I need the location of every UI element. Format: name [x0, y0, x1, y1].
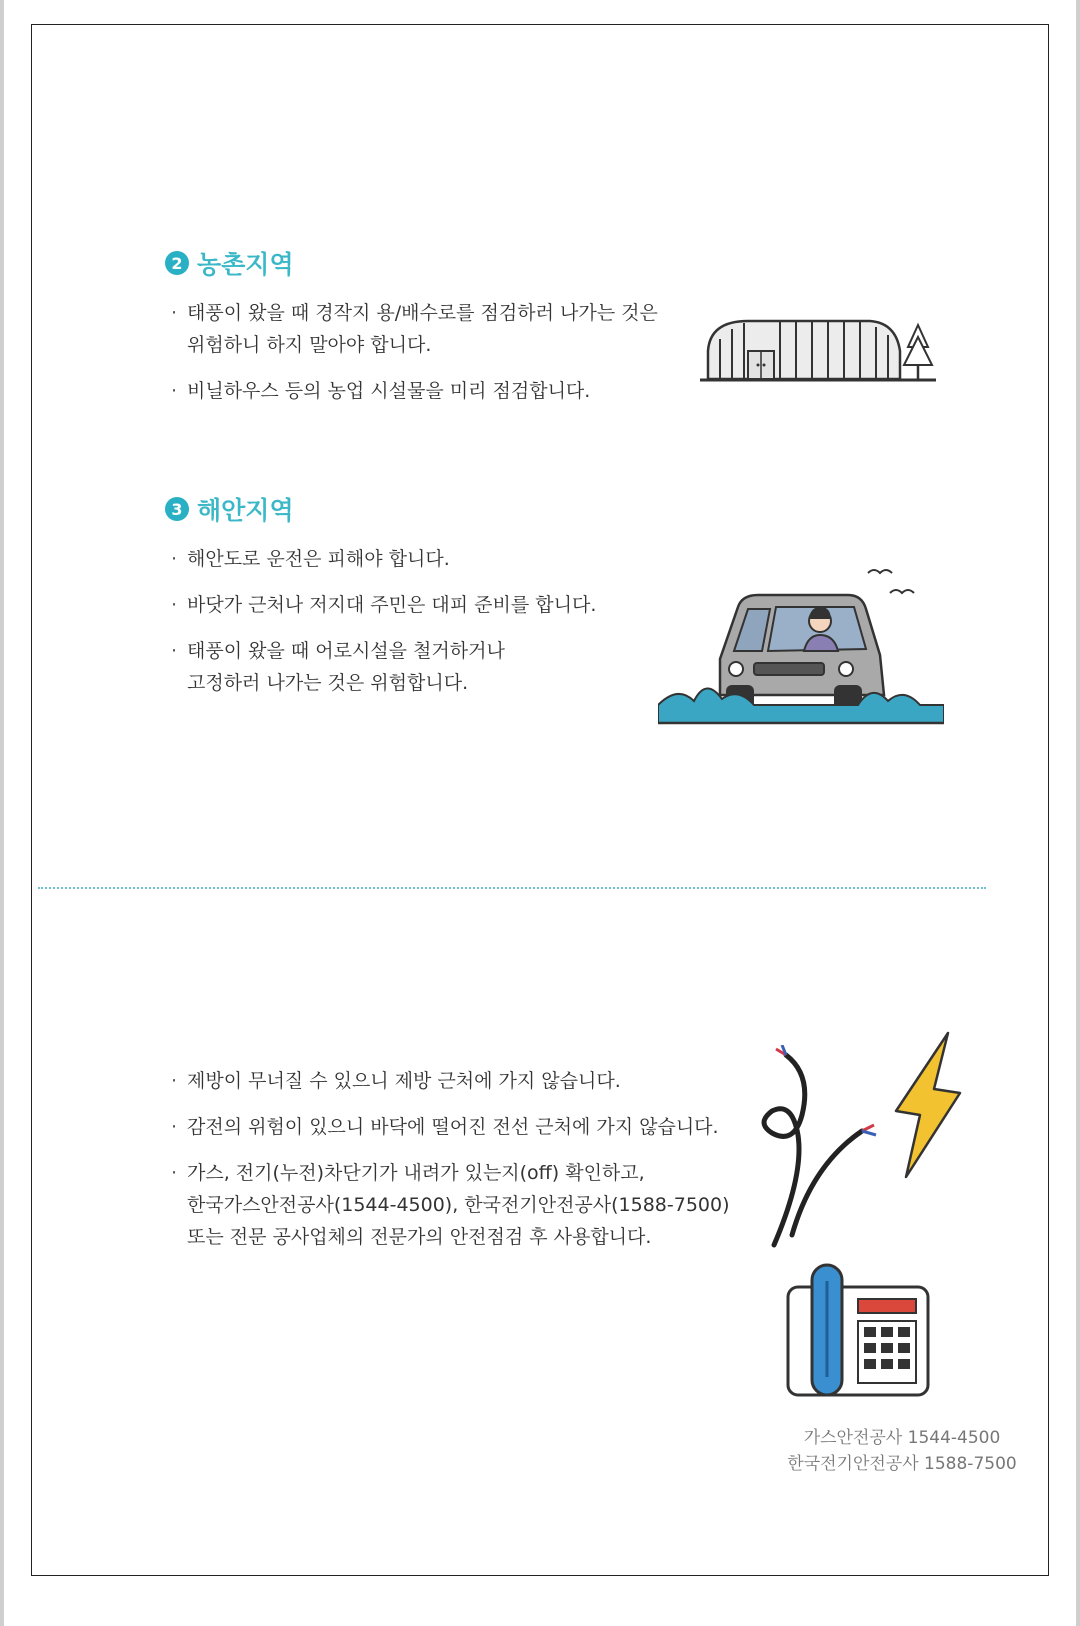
list-item: · 바닷가 근처나 저지대 주민은 대피 준비를 합니다.: [171, 589, 651, 621]
hotline-gas: 가스안전공사 1544-4500: [803, 1428, 1001, 1448]
list-item: · 제방이 무너질 수 있으니 제방 근처에 가지 않습니다.: [171, 1065, 771, 1097]
list-item: · 가스, 전기(누전)차단기가 내려가 있는지(off) 확인하고, 한국가스안전공사(1544-4500), 한국전기안전공사(1588-7500) 또는 전문 공사업체의 전문가의 안전점검 후 사용합니다.: [171, 1157, 771, 1253]
list-item: · 태풍이 왔을 때 경작지 용/배수로를 점검하러 나가는 것은 위험하니 하지 말아야 합니다.: [171, 297, 691, 361]
dotted-divider: [38, 887, 986, 889]
after-bullet-list: [171, 1065, 771, 1267]
section-number-badge: 2: [165, 251, 189, 275]
section-title-text: 해안지역: [197, 496, 294, 525]
lightning-icon: [890, 1031, 966, 1181]
section-number-badge: 3: [165, 497, 189, 521]
greenhouse-icon: [700, 317, 936, 387]
telephone-icon: [782, 1261, 932, 1411]
section-title-text: 농촌지역: [197, 250, 294, 279]
hotline-electric: 한국전기안전공사 1588-7500: [787, 1454, 1017, 1474]
frame-left-border: [0, 0, 4, 1626]
list-item: · 감전의 위험이 있으니 바닥에 떨어진 전선 근처에 가지 않습니다.: [171, 1111, 771, 1143]
list-item: · 비닐하우스 등의 농업 시설물을 미리 점검합니다.: [171, 375, 691, 407]
frame-right-border: [1076, 0, 1080, 1626]
coastal-bullet-list: [171, 543, 651, 713]
car-flood-icon: [658, 555, 944, 735]
section-title-rural: [165, 245, 294, 281]
electric-wire-icon: [752, 1045, 882, 1255]
list-item: · 태풍이 왔을 때 어로시설을 철거하거나 고정하러 나가는 것은 위험합니다.: [171, 635, 651, 699]
hotline-info: [772, 1425, 1032, 1477]
list-item: · 해안도로 운전은 피해야 합니다.: [171, 543, 651, 575]
section-title-coastal: [165, 491, 294, 527]
document-page: [31, 24, 1049, 1576]
rural-bullet-list: [171, 297, 691, 421]
